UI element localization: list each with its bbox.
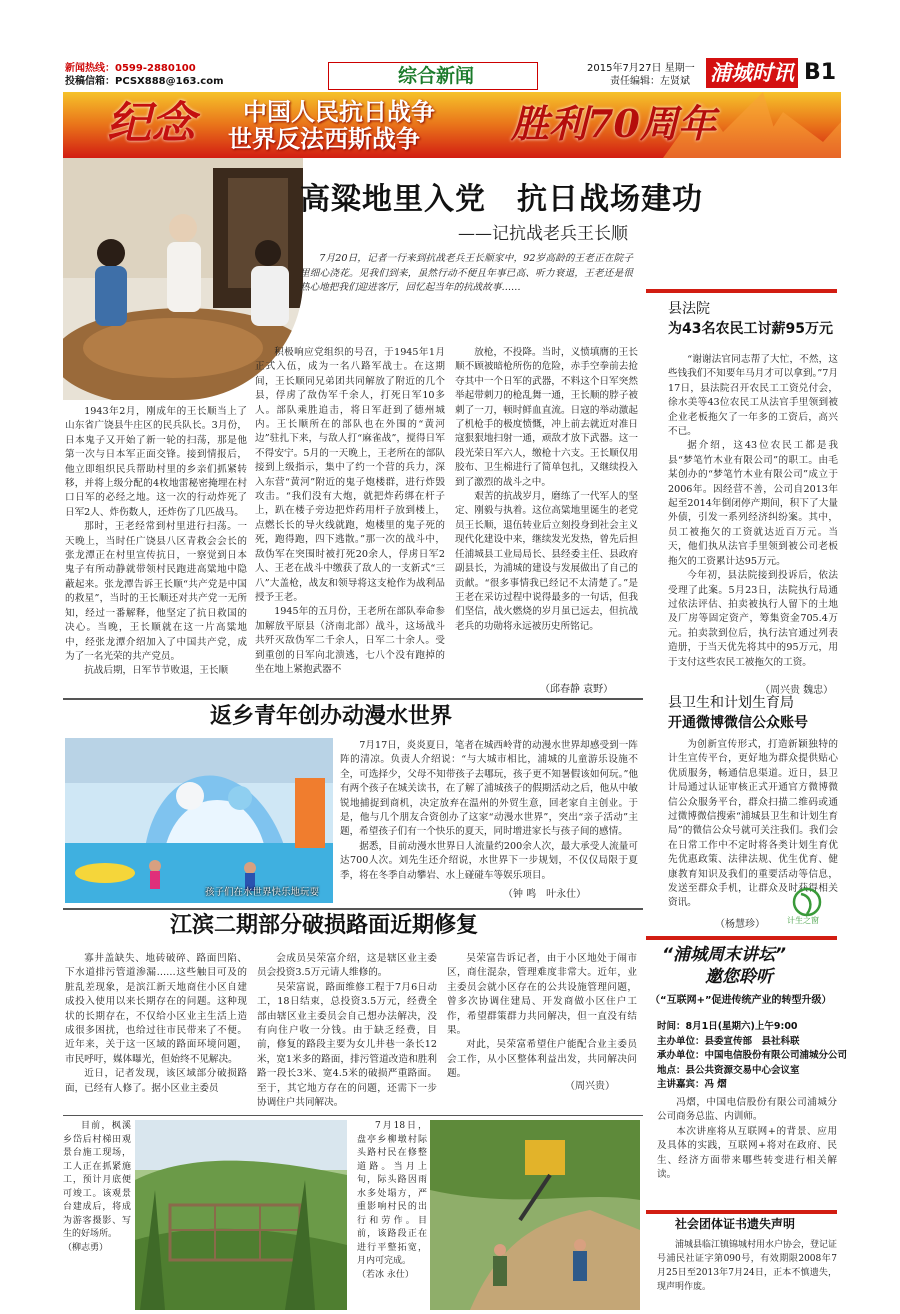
paragraph: 寡井盖缺失、地砖破碎、路面凹陷、下水道排污管道渗漏……这些触目可及的脏乱差现象，是滨江新天地商住小区自建成投入使用以来长期存在的问题。这种现状的长期存在，不仅给小区业主生活上造成很多困扰，也给过往市民带来了不便。近年来，关于这一区域的路面环境问题，市民呼吁，媒体曝光，但始终不见解决。 (65, 953, 247, 1065)
paragraph: 吴荣富告诉记者，由于小区地处于闹市区，商住混杂，管理难度非常大。近年，业主委员会就小区存在的公共设施管理问题，曾多次协调住建局、开发商做小区住户工作，希望群策群力共同解决，但一直没有结果。 (447, 953, 637, 1037)
photo-caption-right (357, 1120, 427, 1310)
paragraph: 据悉，目前动漫水世界日人流量约200余人次，最大承受人流量可达700人次。刘先生还介绍说，水世界下一步规划，不仅仅局限于夏季，将在冬季自动攀岩、水上碰碰车等娱乐项目。 (340, 840, 638, 881)
section-divider (63, 698, 643, 700)
terrace-photo (135, 1120, 347, 1310)
court-title: 为43名农民工讨薪95万元 (668, 321, 833, 337)
health-title: 开通微博微信公众账号 (668, 715, 808, 731)
submission-email: 投稿信箱：PCSX888@163.com (65, 76, 224, 87)
road-column-2 (257, 952, 437, 1112)
road-column-3 (447, 952, 637, 1092)
banner-title-left: 纪念 (107, 98, 195, 149)
news-hotline: 新闻热线：0599-2880100 (65, 63, 196, 74)
caption-byline: （若冰 永仕） (357, 1269, 414, 1280)
paragraph: 积极响应党组织的号召，于1945年1月正式入伍，成为一名八路军战士。在这期间，王长顺同兄弟团共同解放了附近的几个县，俘虏了敌伪军千余人，打死日军10多人。部队乘胜追击，将日军赶到了德州城内。王长顺所在的部队也在外围的“黄河边”驻扎下来，与敌人打“麻雀战”，搅得日军不得安宁。5月的一天晚上，王老所在的部队接到上级指示，集中了约一个营的兵力，深入东营“黄河”附近的鬼子炮楼群，进行炸毁攻击。“我们没有大炮，就把炸药绑在杆子上，趴在楼子旁边把炸药用杆子放到楼上，点燃长长的导火线就跑，炮楼里的鬼子死的死，跑得跑，四下逃散。”那一次的战斗中，敌伪军在突围时被打死20余人，俘虏日军2人、王老在战斗中缴获了敌人的一支新式“三八”大盖枪，战友和领导将这支枪作为战利品授予王老。 (255, 347, 445, 603)
court-byline: （周兴贵 魏忠） (760, 685, 834, 696)
main-headline: 高粱地里入党 抗日战场建功 (300, 182, 703, 217)
paragraph: 为创新宣传形式，打造新颖独特的计生宣传平台，更好地为群众提供贴心优质服务，畅通信息渠道。近日，县卫计局通过认证审核正式开通官方微博微信公众服务平台，群众扫描二维码或通过微博微信搜索“浦城县卫生和计划生育局”的微信公众号就可关注我们。我们会在日常工作中不定时将各类计划生育优先优惠政策、法律法规、优生优育、健康教育知识及我们的重要活动等信息，发送至群众手机，让群众及时获得相关资讯。 (668, 739, 838, 909)
lecture-body (657, 1096, 837, 1208)
lecture-title: “浦城周末讲坛” (662, 945, 786, 965)
court-unit: 县法院 (668, 301, 710, 317)
lecture-time: 时间：8月1日(星期六)上午9:00 (657, 1021, 798, 1032)
waterpark-caption: 孩子们在水世界快乐地玩耍 (205, 887, 320, 898)
main-column-2 (255, 346, 445, 696)
court-rule (646, 289, 837, 293)
road-byline: （周兴贵） (565, 1081, 615, 1092)
notice-title: 社会团体证书遗失声明 (675, 1217, 796, 1231)
lecture-speaker: 主讲嘉宾：冯 熠 (657, 1079, 727, 1090)
paragraph: 冯熠，中国电信股份有限公司浦城分公司商务总监、内训师。 (657, 1097, 837, 1123)
health-logo-text: 计生之窗 (787, 916, 819, 925)
paragraph: 1943年2月，刚成年的王长顺当上了山东省广饶县牛庄区的民兵队长。3月份，日本鬼子又开始了新一轮的扫荡，那是他第一次与日本军正面交锋。接到情报后，他立即组织民兵帮助村里的乡亲们抓紧转移，并将上级分配的4枚地雷秘密掩埋在村口日军的必经之地。这一次的行动炸死了日军2人、炸伤数人，还炸伤了几匹战马。 (65, 406, 247, 518)
issue-date: 2015年7月27日 星期一 (587, 63, 695, 74)
lecture-subtitle: 邀您聆听 (705, 967, 773, 987)
lecture-place: 地点：县公共资源交易中心会议室 (657, 1064, 800, 1076)
anniversary-banner (63, 92, 841, 158)
lecture-host: 主办单位：县委宣传部 县社科联 (657, 1035, 800, 1047)
caption-text: 目前，枫溪乡岱后村梯田观景台施工现场，工人正在抓紧施工，预计月底便可竣工。该观景台建成后，将成为游客摄影、写生的好场所。 (63, 1121, 131, 1239)
section-divider (63, 908, 643, 910)
paragraph: 今年初，县法院接到投诉后，依法受理了此案。5月23日，法院执行局通过依法评估、拍卖被执行人留下的土地及厂房等固定资产，筹集资金705.4万元。拍卖款到位后，执行法官通过列表造册，于当天优先将其中的95万元，用于支付这些农民工被拖欠的工资。 (668, 570, 838, 668)
lecture-details (657, 1020, 848, 1093)
main-column-1 (65, 405, 247, 695)
paragraph: 放枪，不投降。当时，义愤填膺的王长顺不顾被暗枪所伤的危险，赤手空拳前去抢夺其中一个日军的武器，不料这个日军突然举起带刺刀的枪乱舞一通，王长顺的脖子被刺了一刀，顿时鲜血直流。日寇的举动激起了机枪手的极度愤慨，冲上前去就近对准日寇狠狠地扫射一通，顽敌才放下武器。这一段光荣日军六人，缴枪十六支。王长顺仅用胶布、卫生棉进行了简单包扎，又继续投入到了激烈的战斗之中。 (455, 347, 638, 488)
paragraph: “谢谢法官同志帮了大忙，不然，这些钱我们不知要年马月才可以拿到。”7月17日，县法院召开农民工工资兑付会，徐水美等43位农民工从法官手里领到被企业老板拖欠了一年多的工资后，高兴不已。 (668, 354, 838, 438)
banner-line-1: 中国人民抗日战争 (243, 98, 435, 126)
editor: 责任编辑：左贤斌 (610, 76, 690, 87)
paper-logo: 浦城时讯 (710, 60, 794, 85)
main-byline: （邱春静 袁野） (540, 684, 614, 695)
paragraph: 那时，王老经常到村里进行扫荡。一天晚上，当时任广饶县八区青救会会长的张龙潭正在村里宣传抗日，一察觉到日本鬼子有所动静就带领村民跑进高粱地中隐蔽起来。张龙潭告诉王长顺“共产党是中国的救星”，当时的王长顺还对共产党一无所知，经过一番解释，他坚定了抗日救国的决心。当晚，王长顺就在这一片高粱地中，经张龙潭介绍加入了中国共产党，成为了一名光荣的共产党员。 (65, 521, 247, 662)
caption-byline: （柳志勇） (63, 1242, 109, 1253)
anime-headline: 返乡青年创办动漫水世界 (210, 704, 453, 729)
section-title: 综合新闻 (398, 65, 475, 87)
road-work-photo (430, 1120, 640, 1310)
paragraph: 浦城县临江镇锦城村用水户协会，登记证号浦民社证字第090号，有效期限2008年7月25日至2013年7月24日，正本不慎遗失，现声明作废。 (657, 1240, 837, 1292)
notice-body (657, 1238, 837, 1310)
health-byline: （杨慧珍） (715, 919, 765, 930)
main-column-3 (455, 346, 638, 684)
paragraph: 据介绍，这43位农民工都是我县“梦笔竹木业有限公司”的职工。由毛某创办的“梦笔竹木业有限公司”成立于2006年。因经营不善，公司自2013年起至2014年倒闭停产期间，积下了大量外债，引发一系列经济纠纷案。其中，员工被拖欠的工资就达近百万元。当天，他们执从法官手里领到被公司老板拖欠的工资累计达95万元。 (668, 440, 838, 567)
waterpark-photo (65, 738, 333, 903)
section-divider (63, 1115, 643, 1116)
paragraph: 抗战后期，日军节节败退，王长顺 (84, 665, 229, 677)
anime-byline: （钟 鸣 叶永仕） (503, 889, 587, 900)
paragraph: 近日，记者发现，该区域部分破损路面，已经有人修了。据小区业主委员 (65, 1068, 247, 1094)
banner-title-right: 胜利70周年 (511, 101, 716, 146)
paragraph: 会成员吴荣富介绍，这是辖区业主委员会投资3.5万元请人维修的。 (257, 953, 437, 979)
health-body (668, 738, 838, 910)
paragraph: 7月17日，炎炎夏日，笔者在城西岭背的动漫水世界却感受到一阵阵的清凉。负责人介绍说：“与大城市相比，浦城的儿童游乐设施不全，可选择少，父母不知带孩子去哪玩，孩子更不知暑假该如何玩。”他有两个孩子在城关读书，在了解了浦城孩子的假期活动之后，他从中敏锐地捕捉到商机，决定放弃在温州的外贸生意，回老家自主创业。于是，他与几个朋友合资创办了这家“动漫水世界”，突出“亲子活动”主题，希望孩子们有一个快乐的夏天，同时增进家长与孩子间的感情。 (340, 740, 638, 838)
caption-text: 7月18日，盘亭乡柳墩村际头路村民在修整道路。当月上旬，际头路因雨水多处塌方，严重影响村民的出行和劳作。目前，该路段正在进行平整拓宽，月内可完成。 (357, 1121, 427, 1266)
main-lead: 7月20日，记者一行来到抗战老兵王长顺家中，92岁高龄的王老正在院子里细心浇花。见我们到来，虽然行动不便且年事已高、听力衰退，王老还是很热心地把我们迎进客厅，回忆起当年的抗战故事…… (300, 253, 633, 293)
health-unit: 县卫生和计划生育局 (668, 695, 794, 711)
road-column-1 (65, 952, 247, 1112)
health-logo (785, 886, 835, 928)
paragraph: 吴荣富说，路面维修工程于7月6日动工，18日结束，总投资3.5万元，经费全部由辖区业主委员会自己想办法解决，没有向住户收一分钱。由于缺乏经费，目前，修复的路段主要为女儿井巷一条长12米，宽1米多的路面，排污管道改造和胜利路一段长3米、宽4.5米的破损严重路面。至于，其它地方存在的问题，还需下一步协调住户共同解决。 (257, 981, 437, 1109)
lecture-rule (646, 936, 837, 940)
road-headline: 江滨二期部分破损路面近期修复 (170, 913, 479, 938)
page-number: B1 (804, 60, 837, 85)
main-subheadline: ——记抗战老兵王长顺 (458, 224, 628, 244)
paragraph: 本次讲座将从互联网+的背景、应用及具体的实践，互联网+将对在政府、民生、经济方面带来哪些转变进行相关解读。 (657, 1125, 837, 1181)
anime-body (340, 739, 638, 889)
lecture-topic: （“互联网+”促进传统产业的转型升级） (650, 995, 832, 1006)
paragraph: 艰苦的抗战岁月，磨练了一代军人的坚定、刚毅与执着。这位高粱地里诞生的老党员王长顺，退伍转业后立刻投身到社会主义现代化建设中来，继续发光发热，曾先后担任浦城县工业局局长、县经委主任、县政府副县长，为浦城的建设与发展做出了自己的贡献。“很多事情我已经记不太清楚了。”是王老在采访过程中说得最多的一句话，但我们坚信，战火燃烧的岁月虽已远去，但抗战老兵的功勋将永远被历史所铭记。 (455, 491, 638, 632)
court-body (668, 353, 838, 685)
lecture-organizer: 承办单位：中国电信股份有限公司浦城分公司 (657, 1050, 848, 1061)
notice-rule (646, 1210, 837, 1214)
banner-line-2: 世界反法西斯战争 (228, 125, 420, 153)
paragraph: 对此，吴荣富希望住户能配合业主委员会工作，从小区整体利益出发，共同解决问题。 (447, 1039, 637, 1080)
photo-caption-left (63, 1120, 131, 1306)
paragraph: 1945年的五月份，王老所在部队奉命参加解放平原县（济南北部）战斗，这场战斗共歼灭敌伪军二千余人，日军二十余人。受到重创的日军向北溃逃，七八个没有跑掉的坐在地上紧抱武器不 (255, 606, 445, 675)
